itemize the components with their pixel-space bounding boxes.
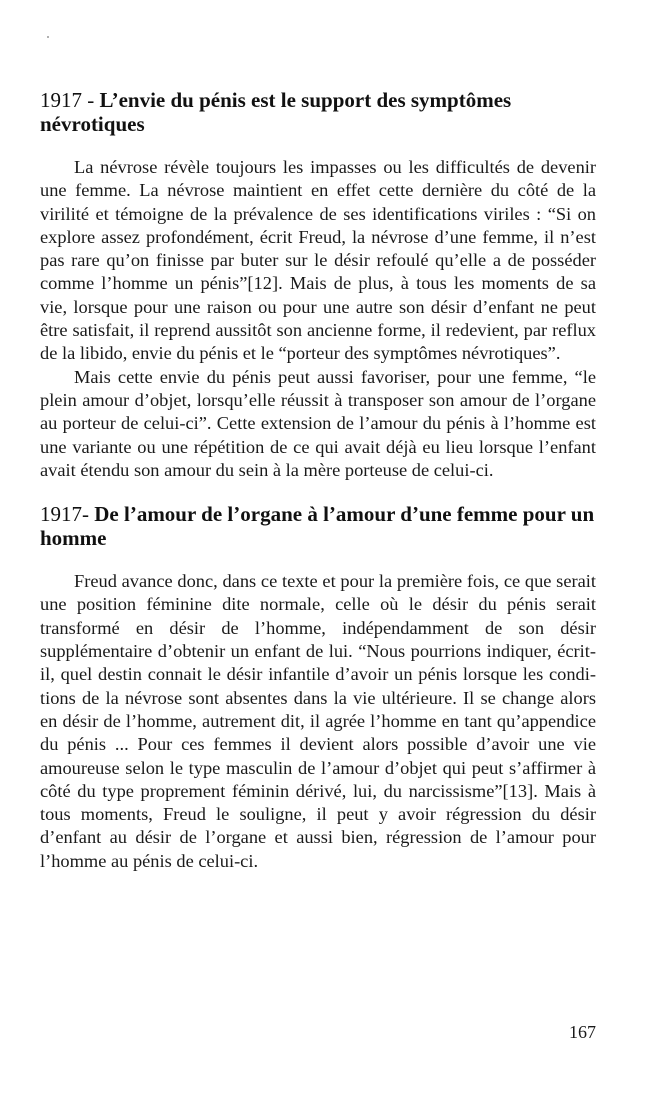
scan-speck [47, 36, 49, 38]
page-number: 167 [569, 1022, 596, 1042]
section-year: 1917 - [40, 88, 100, 112]
page-content [40, 88, 596, 873]
section-organ-to-love [40, 502, 596, 873]
section-year: 1917- [40, 502, 95, 527]
section-heading [40, 88, 596, 136]
section-body [40, 156, 596, 482]
body-paragraph: La névrose révèle toujours les impasses ou les difficultés de devenir une femme. La névrose maintient en effet cette dernière du côté de la virilité et témoigne de la prévalence de ses identifications viriles : “Si on explore assez profondément, écrit Freud, la névrose d’une femme, il n’est pas rare qu’on finisse par buter sur le désir refoulé qu’elle a de posséder comme l’homme un pénis”[12]. Mais de plus, à tous les moments de sa vie, lorsque pour une raison ou pour une autre son désir d’enfant ne peut être satisfait, il reprend aussitôt son ancienne forme, il redevient, par reflux de la libido, envie du pénis et le “porteur des symptômes névrotiques”. [40, 157, 596, 364]
section-title: De l’amour de l’organe à l’amour d’une femme pour un homme [40, 502, 595, 551]
body-paragraph: Freud avance donc, dans ce texte et pour la première fois, ce que serait une position féminine dite normale, celle où le désir du pénis serait transformé en désir de l’homme, indépendamment de son désir supplémentaire d’obtenir un enfant de lui. “Nous pourrions indiquer, écrit-il, quel destin connait le désir infantile d’avoir un pénis lorsque les conditions de la névrose sont absentes dans la vie ultérieure. Il se change alors en désir de l’homme, autrement dit, il agrée l’homme en tant qu’appendice du pénis ... Pour ces femmes il devient alors possible d’avoir une vie amoureuse selon le type masculin de l’amour d’objet qui peut s’affirmer à côté du type proprement féminin dérivé, lui, du narcissisme”[13]. Mais à tous moments, Freud le souligne, il peut y avoir régression du désir d’enfant au désir de l’organe et aussi bien, régression de l’amour pour l’homme au pénis de celui-ci. [40, 571, 596, 871]
section-title: L’envie du pénis est le support des symptômes névrotiques [40, 88, 512, 136]
section-body [40, 570, 596, 873]
section-heading [40, 502, 596, 550]
body-paragraph: Mais cette envie du pénis peut aussi favoriser, pour une femme, “le plein amour d’objet, lorsqu’elle réussit à transposer son amour de l’organe au porteur de celui-ci”. Cette extension de l’amour du pénis à l’homme est une variante ou une répétition de ce qui avait déjà eu lieu lorsque l’enfant avait étendu son amour du sein à la mère porteuse de celui-ci. [40, 366, 596, 480]
section-penis-envy-symptoms [40, 88, 596, 482]
